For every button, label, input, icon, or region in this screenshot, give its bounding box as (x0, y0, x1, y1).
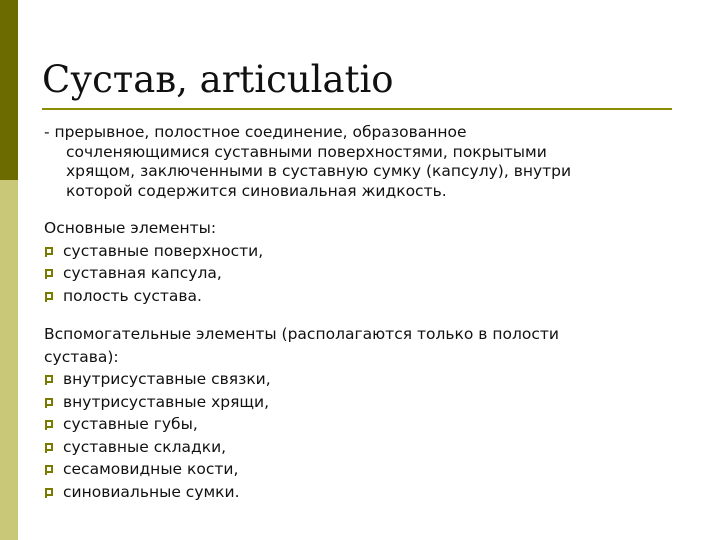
list-item (44, 240, 263, 263)
square-bullet-icon (45, 398, 53, 406)
auxiliary-elements-heading: сустава): (44, 347, 119, 366)
list-item (44, 285, 263, 308)
definition-line: которой содержится синовиальная жидкость. (66, 181, 447, 200)
list-item-label: сесамовидные кости, (63, 460, 239, 478)
list-item (44, 368, 559, 391)
square-bullet-icon (45, 420, 53, 428)
list-item (44, 391, 559, 414)
list-item (44, 262, 263, 285)
auxiliary-elements-heading: Вспомогательные элементы (располагаются только в полости (44, 325, 559, 343)
side-bar-bottom (0, 180, 18, 540)
list-item-label: внутрисуставные связки, (63, 370, 271, 388)
definition-line: сочленяющимися суставными поверхностями, покрытыми (66, 142, 547, 161)
definition-line: - прерывное, полостное соединение, образованное (44, 123, 467, 141)
list-item (44, 436, 559, 459)
list-item-label: внутрисуставные хрящи, (63, 392, 270, 411)
auxiliary-elements-section (44, 323, 559, 503)
list-item-label: суставные поверхности, (63, 241, 264, 260)
list-item (44, 458, 559, 481)
square-bullet-icon (45, 292, 53, 300)
list-item-label: суставные губы, (63, 415, 198, 433)
slide-title: Сустав, articulatio (42, 58, 394, 101)
list-item-label: суставные складки, (63, 437, 227, 456)
square-bullet-icon (45, 488, 53, 496)
square-bullet-icon (45, 269, 53, 277)
list-item-label: синовиальные сумки. (63, 482, 240, 501)
definition-line: хрящом, заключенными в суставную сумку (капсулу), внутри (66, 162, 572, 180)
square-bullet-icon (45, 465, 53, 473)
main-elements-section (44, 217, 263, 307)
side-bar-top (0, 0, 18, 180)
square-bullet-icon (45, 375, 53, 383)
list-item (44, 481, 559, 504)
square-bullet-icon (45, 443, 53, 451)
square-bullet-icon (45, 247, 53, 255)
list-item-label: суставная капсула, (63, 264, 222, 282)
definition-text (44, 123, 684, 201)
title-underline (42, 108, 672, 110)
main-elements-heading: Основные элементы: (44, 219, 217, 237)
list-item (44, 413, 559, 436)
list-item-label: полость сустава. (63, 286, 202, 305)
